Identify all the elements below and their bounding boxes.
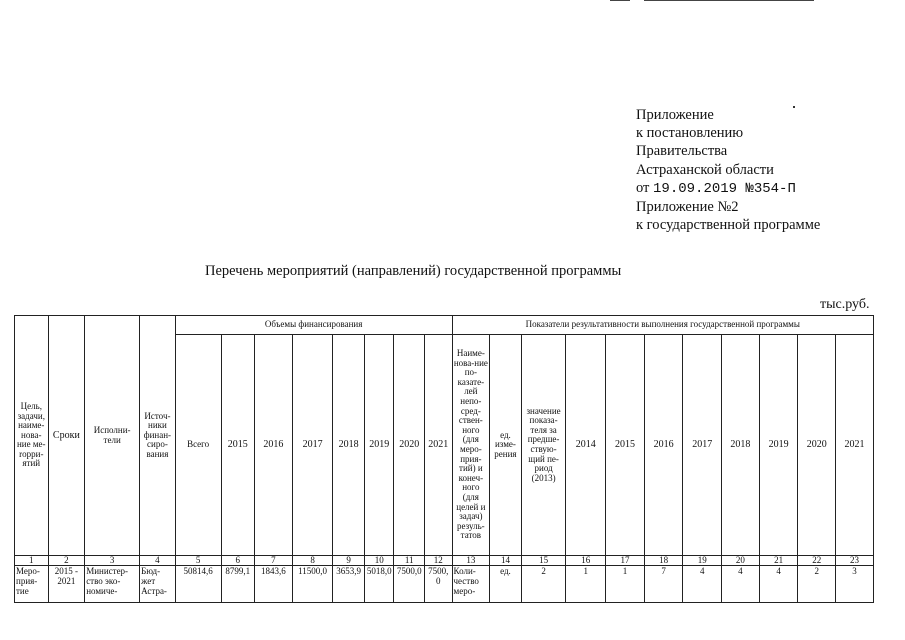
column-number: 20 (722, 556, 760, 566)
fund-year-header: 2019 (364, 335, 394, 556)
fund-year-header: 2016 (255, 335, 293, 556)
cell-ind-year: 4 (722, 566, 760, 603)
col-prev-value-header: значение показа-теля за предше-ствую-щий пе-риод (2013) (521, 335, 566, 556)
cell-unit: ед. (490, 566, 522, 603)
cell-prev-value: 2 (521, 566, 566, 603)
column-number: 4 (140, 556, 176, 566)
col-unit-header: ед. изме-рения (490, 335, 522, 556)
column-number: 9 (333, 556, 365, 566)
column-number: 12 (424, 556, 452, 566)
column-number: 13 (452, 556, 490, 566)
cell-ind-year: 4 (683, 566, 722, 603)
approval-line: к государственной программе (636, 217, 821, 234)
col-terms-header: Сроки (48, 316, 85, 556)
funding-group-header: Объемы финансирования (175, 316, 452, 335)
ind-year-header: 2018 (722, 335, 760, 556)
approval-line: к постановлению (636, 125, 744, 142)
cell-source: Бюд-жет Астра- (140, 566, 176, 603)
fund-year-header: 2015 (221, 335, 255, 556)
approval-line: Правительства (636, 143, 728, 160)
cell-goal: Меро-прия-тие (15, 566, 49, 603)
cell-total: 50814,6 (175, 566, 221, 603)
cell-fund-year: 5018,0 (364, 566, 394, 603)
ind-year-header: 2017 (683, 335, 722, 556)
approval-line: Астраханской области (636, 161, 774, 178)
column-number: 7 (255, 556, 293, 566)
fund-year-header: 2018 (333, 335, 365, 556)
fund-year-header: 2021 (424, 335, 452, 556)
cell-indicator: Коли-чество меро- (452, 566, 490, 603)
units-label: тыс.руб. (820, 297, 870, 312)
measures-table (14, 315, 874, 603)
ind-year-header: 2015 (606, 335, 645, 556)
cell-ind-year: 7 (644, 566, 683, 603)
ind-year-header: 2016 (644, 335, 683, 556)
cell-ind-year: 4 (759, 566, 798, 603)
cell-fund-year: 7500,0 (394, 566, 425, 603)
ind-year-header: 2021 (836, 335, 874, 556)
column-number: 21 (759, 556, 798, 566)
column-number: 8 (292, 556, 333, 566)
approval-line: Приложение (636, 107, 714, 123)
col-indicator-name-header: Наиме-нова-ние по-казате-лей непо-сред-ствен-ного (для меро-прия-тий) и конеч-ного (для целей и задач) резуль-татов (452, 335, 490, 556)
cell-fund-year: 11500,0 (292, 566, 333, 603)
column-number: 22 (798, 556, 836, 566)
col-goal-header: Цель, задачи, наиме-нова-ние ме-ropри-ятий (15, 316, 49, 556)
approval-line: Приложение №2 (636, 199, 739, 216)
fund-year-header: 2020 (394, 335, 425, 556)
column-number: 23 (836, 556, 874, 566)
table-row (15, 566, 874, 603)
document-title: Перечень мероприятий (направлений) государственной программы (205, 263, 622, 279)
column-numbers-row (15, 556, 874, 566)
top-rule (610, 0, 815, 2)
fund-year-header: 2017 (292, 335, 333, 556)
approval-from-prefix: от (636, 179, 650, 196)
col-source-header: Источ-ники финан-сиро-вания (140, 316, 176, 556)
cell-fund-year: 7500,0 (424, 566, 452, 603)
column-number: 3 (85, 556, 140, 566)
col-total-header: Всего (175, 335, 221, 556)
column-number: 10 (364, 556, 394, 566)
cell-fund-year: 1843,6 (255, 566, 293, 603)
col-executors-header: Исполни-тели (85, 316, 140, 556)
indicators-group-header: Показатели результативности выполнения государственной программы (452, 316, 873, 335)
approval-date-number: 19.09.2019 №354-П (653, 180, 796, 197)
column-number: 19 (683, 556, 722, 566)
cell-ind-year: 1 (566, 566, 606, 603)
ind-year-header: 2014 (566, 335, 606, 556)
column-number: 2 (48, 556, 85, 566)
cell-fund-year: 8799,1 (221, 566, 255, 603)
cell-ind-year: 3 (836, 566, 874, 603)
column-number: 6 (221, 556, 255, 566)
ind-year-header: 2020 (798, 335, 836, 556)
column-number: 16 (566, 556, 606, 566)
column-number: 5 (175, 556, 221, 566)
cell-terms: 2015 - 2021 (48, 566, 85, 603)
table-header-group-row (15, 316, 874, 335)
cell-executors: Министер-ство эко-номиче- (85, 566, 140, 603)
approval-date-line (636, 179, 820, 198)
column-number: 18 (644, 556, 683, 566)
column-number: 15 (521, 556, 566, 566)
approval-block (636, 106, 820, 234)
cell-ind-year: 1 (606, 566, 645, 603)
column-number: 14 (490, 556, 522, 566)
cell-fund-year: 3653,9 (333, 566, 365, 603)
ind-year-header: 2019 (759, 335, 798, 556)
column-number: 17 (606, 556, 645, 566)
cell-ind-year: 2 (798, 566, 836, 603)
column-number: 11 (394, 556, 425, 566)
column-number: 1 (15, 556, 49, 566)
